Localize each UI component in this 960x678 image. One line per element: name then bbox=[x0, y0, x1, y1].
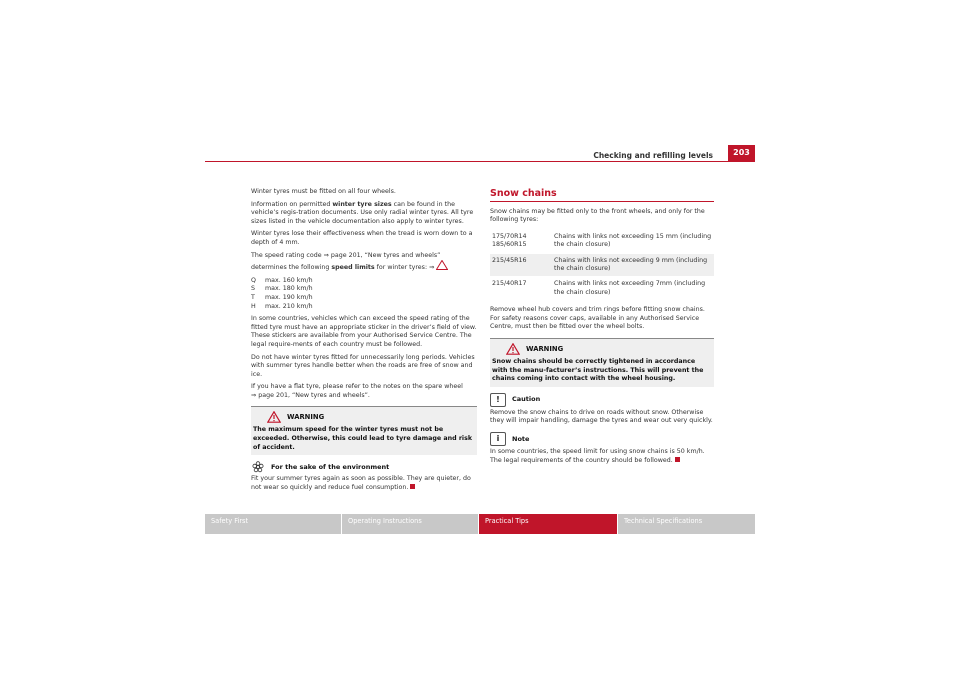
warning-label: WARNING bbox=[287, 413, 325, 422]
footer-tab-operating-instructions[interactable]: Operating Instructions bbox=[342, 514, 478, 534]
note-text: In some countries, the speed limit for using snow chains is 50 km/h. The legal requirements of the country should be followed. bbox=[490, 447, 705, 464]
end-mark-icon bbox=[675, 457, 680, 462]
warning-box bbox=[251, 406, 477, 455]
warning-triangle-icon bbox=[506, 343, 520, 355]
section-rule bbox=[490, 201, 714, 202]
footer-tab-technical-specifications[interactable]: Technical Specifications bbox=[618, 514, 755, 534]
tyre-size-cell: 215/40R17 bbox=[492, 280, 527, 288]
paragraph: Winter tyres lose their effectiveness when the tread is worn down to a depth of 4 mm. bbox=[251, 230, 473, 246]
speed-item: S max. 180 km/h bbox=[251, 285, 313, 293]
caution-label: Caution bbox=[512, 395, 541, 404]
tyre-size-cell: 215/45R16 bbox=[490, 253, 552, 277]
speed-item: H max. 210 km/h bbox=[251, 302, 313, 310]
running-header: Checking and refilling levels bbox=[593, 151, 713, 160]
footer-tab-practical-tips[interactable]: Practical Tips bbox=[479, 514, 617, 534]
environment-label: For the sake of the environment bbox=[271, 462, 390, 471]
chain-spec-cell: Chains with links not exceeding 9 mm (including the chain closure) bbox=[552, 253, 714, 277]
environment-text: Fit your summer tyres again as soon as possible. They are quieter, do not wear so quickly and reduce fuel consumption. bbox=[251, 475, 471, 491]
note-label: Note bbox=[512, 434, 530, 443]
environment-flower-icon bbox=[251, 461, 265, 473]
chain-spec-cell: Chains with links not exceeding 7mm (including the chain closure) bbox=[554, 280, 706, 296]
snow-chains-table bbox=[490, 229, 714, 300]
table-row bbox=[490, 253, 714, 277]
note-info-icon: i bbox=[490, 432, 506, 446]
end-mark-icon bbox=[410, 484, 415, 489]
warning-text: The maximum speed for the winter tyres must not be exceeded. Otherwise, this could lead to tyre damage and risk of accident. bbox=[253, 426, 473, 451]
speed-list bbox=[251, 277, 477, 311]
paragraph: The speed rating code ⇒ page 201, “New tyres and wheels” determines the following speed limits for winter tyres: ⇒ bbox=[251, 252, 477, 273]
warning-box bbox=[490, 338, 714, 387]
tyre-size-cell: 175/70R14 185/60R15 bbox=[492, 232, 527, 249]
table-row bbox=[490, 277, 714, 300]
warning-triangle-icon bbox=[267, 411, 281, 423]
caution-exclamation-icon: ! bbox=[490, 393, 506, 407]
left-column bbox=[251, 188, 477, 496]
speed-item: T max. 190 km/h bbox=[251, 293, 313, 301]
paragraph: Information on permitted winter tyre sizes can be found in the vehicle’s regis-tration documents. Use only radial winter tyres. All tyre sizes listed in the vehicle documentation also apply to winter tyres. bbox=[251, 200, 474, 225]
caution-text: Remove the snow chains to drive on roads without snow. Otherwise they will impair handling, damage the tyres and wear out very quickly. bbox=[490, 408, 713, 425]
speed-item: Q max. 160 km/h bbox=[251, 276, 313, 284]
right-column bbox=[490, 190, 714, 469]
warning-label: WARNING bbox=[526, 344, 564, 353]
warning-text: Snow chains should be correctly tightened in accordance with the manu-facturer’s instructions. This will prevent the chains coming into contact with the wheel housing. bbox=[492, 358, 704, 383]
warning-triangle-icon bbox=[436, 260, 448, 270]
paragraph: Remove wheel hub covers and trim rings before fitting snow chains. For safety reasons cover caps, available in any Authorised Service Centre, must then be fitted over the wheel bolts. bbox=[490, 306, 705, 331]
chain-spec-cell: Chains with links not exceeding 15 mm (including the chain closure) bbox=[554, 232, 712, 249]
paragraph: In some countries, vehicles which can exceed the speed rating of the fitted tyre must have an appropriate sticker in the driver’s field of view. These stickers are available from your Authorised Service Centre. The legal require-ments of each country must be followed. bbox=[251, 315, 477, 348]
table-row bbox=[490, 229, 714, 253]
paragraph: Snow chains may be fitted only to the front wheels, and only for the following tyres: bbox=[490, 207, 705, 224]
header-rule bbox=[205, 161, 755, 162]
page-number: 203 bbox=[728, 145, 755, 161]
paragraph: Winter tyres must be fitted on all four wheels. bbox=[251, 188, 396, 195]
paragraph: If you have a flat tyre, please refer to the notes on the spare wheel ⇒ page 201, “New tyres and wheels”. bbox=[251, 383, 463, 399]
section-title: Snow chains bbox=[490, 188, 557, 199]
footer-tab-safety-first[interactable]: Safety First bbox=[205, 514, 341, 534]
paragraph: Do not have winter tyres fitted for unnecessarily long periods. Vehicles with summer tyres handle better when the roads are free of snow and ice. bbox=[251, 353, 475, 378]
